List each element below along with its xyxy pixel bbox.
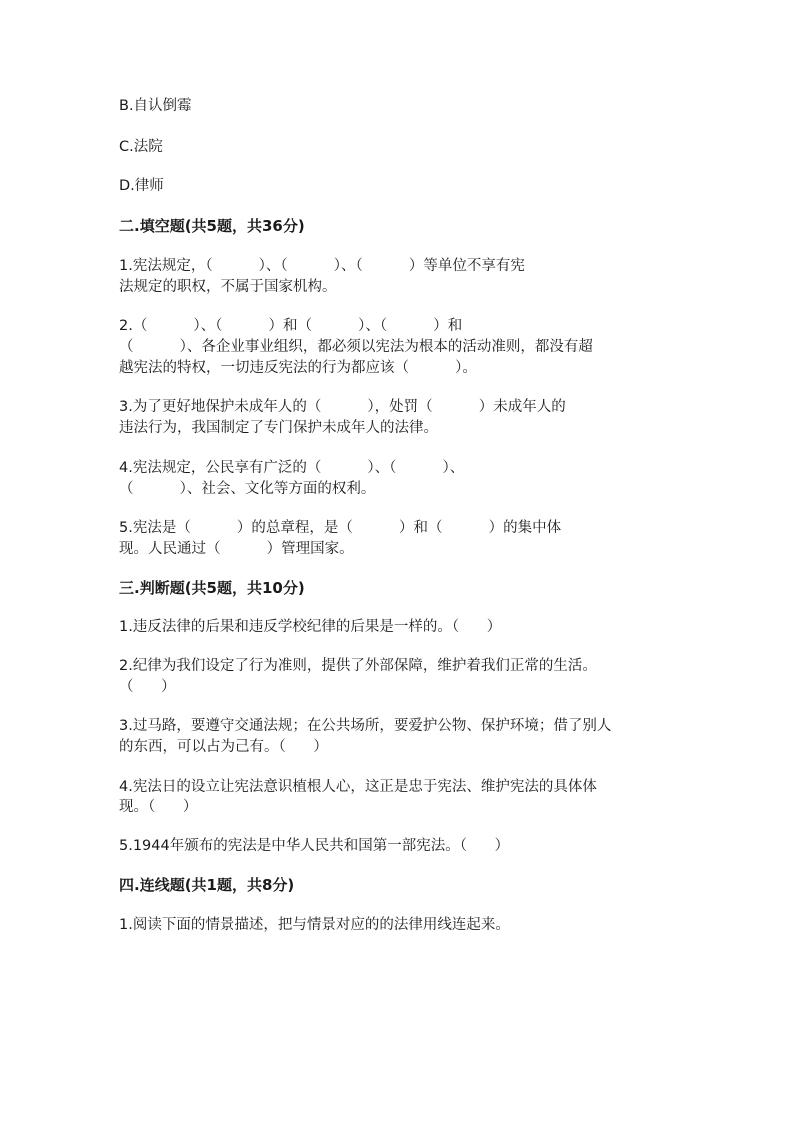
- judge-q2-line2: （ ）: [119, 679, 176, 695]
- fill-in-q2-line1: 2.（ ）、（ ）和（ ）、（ ）和: [119, 318, 463, 334]
- judge-q3-line2: 的东西，可以占为己有。（ ）: [119, 739, 328, 755]
- judge-q1-line1: 1.违反法律的后果和违反学校纪律的后果是一样的。（ ）: [119, 619, 502, 635]
- judge-q3-line1: 3.过马路，要遵守交通法规；在公共场所，要爱护公物、保护环境；借了别人: [119, 718, 612, 734]
- fill-in-q4-line2: （ ）、社会、文化等方面的权利。: [119, 481, 376, 497]
- matching-q1-line1: 1.阅读下面的情景描述，把与情景对应的的法律用线连起来。: [119, 917, 510, 933]
- fill-in-q1-line1: 1.宪法规定，（ ）、（ ）、（ ）等单位不享有宪: [119, 258, 525, 274]
- judge-q2-line1: 2.纪律为我们设定了行为准则，提供了外部保障，维护着我们正常的生活。: [119, 658, 597, 674]
- option-c: C.法院: [119, 139, 163, 155]
- judge-q5-line1: 5.1944年颁布的宪法是中华人民共和国第一部宪法。（ ）: [119, 838, 510, 854]
- option-d: D.律师: [119, 178, 164, 194]
- fill-in-q2-line2: （ ）、各企业事业组织，都必须以宪法为根本的活动准则，都没有超: [119, 339, 593, 355]
- option-b: B.自认倒霉: [119, 98, 192, 114]
- fill-in-heading: 二.填空题(共5题，共36分): [119, 217, 305, 235]
- fill-in-q3-line2: 违法行为，我国制定了专门保护未成年人的法律。: [119, 420, 438, 436]
- judge-q4-line1: 4.宪法日的设立让宪法意识植根人心，这正是忠于宪法、维护宪法的具体体: [119, 779, 597, 795]
- judge-q4-line2: 现。（ ）: [119, 799, 198, 815]
- matching-heading: 四.连线题(共1题，共8分): [119, 876, 295, 894]
- fill-in-q3-line1: 3.为了更好地保护未成年人的（ ），处罚（ ）未成年人的: [119, 399, 566, 415]
- fill-in-q2-line3: 越宪法的特权，一切违反宪法的行为都应该（ ）。: [119, 360, 477, 376]
- fill-in-q5-line1: 5.宪法是（ ）的总章程，是（ ）和（ ）的集中体: [119, 520, 562, 536]
- judge-heading: 三.判断题(共5题，共10分): [119, 579, 305, 597]
- fill-in-q4-line1: 4.宪法规定，公民享有广泛的（ ）、（ ）、: [119, 460, 465, 476]
- fill-in-q1-line2: 法规定的职权，不属于国家机构。: [119, 279, 337, 295]
- fill-in-q5-line2: 现。人民通过（ ）管理国家。: [119, 541, 354, 557]
